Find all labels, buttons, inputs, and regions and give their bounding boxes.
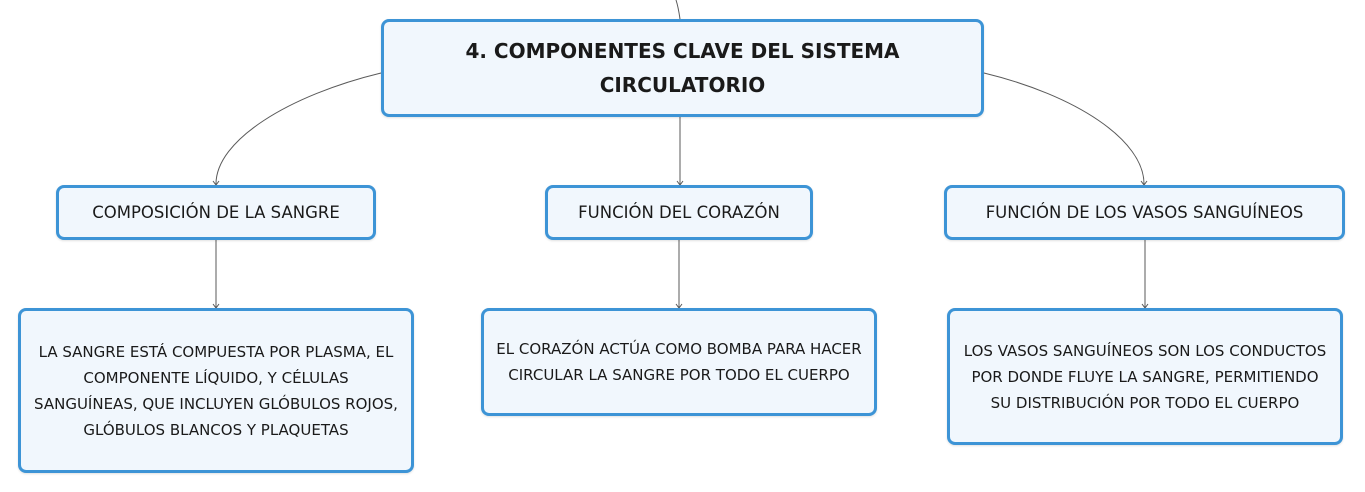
branch-node-funcion-corazon[interactable] bbox=[545, 185, 813, 240]
connector-root-to-branch-1 bbox=[216, 73, 381, 185]
leaf-node-funcion-corazon[interactable] bbox=[481, 308, 877, 416]
root-topic-label: 4. COMPONENTES CLAVE DEL SISTEMA CIRCULATORIO bbox=[465, 39, 900, 97]
branch-node-funcion-vasos[interactable] bbox=[944, 185, 1345, 240]
branch-label-composicion-sangre: COMPOSICIÓN DE LA SANGRE bbox=[92, 202, 340, 222]
connector-root-to-branch-3 bbox=[984, 73, 1144, 185]
leaf-text-funcion-corazon: EL CORAZÓN ACTÚA COMO BOMBA PARA HACER CIRCULAR LA SANGRE POR TODO EL CUERPO bbox=[496, 340, 862, 384]
leaf-node-composicion-sangre[interactable] bbox=[18, 308, 414, 473]
branch-label-funcion-corazon: FUNCIÓN DEL CORAZÓN bbox=[578, 202, 780, 222]
leaf-text-funcion-vasos: LOS VASOS SANGUÍNEOS SON LOS CONDUCTOS POR DONDE FLUYE LA SANGRE, PERMITIENDO SU DISTRIBUCIÓN POR TODO EL CUERPO bbox=[963, 341, 1327, 412]
leaf-node-funcion-vasos[interactable] bbox=[947, 308, 1343, 445]
branch-label-funcion-vasos: FUNCIÓN DE LOS VASOS SANGUÍNEOS bbox=[985, 202, 1304, 222]
leaf-text-composicion-sangre: LA SANGRE ESTÁ COMPUESTA POR PLASMA, EL COMPONENTE LÍQUIDO, Y CÉLULAS SANGUÍNEAS, QUE INCLUYEN GLÓBULOS ROJOS, GLÓBULOS BLANCOS Y PLAQUETAS bbox=[34, 342, 398, 439]
branch-node-composicion-sangre[interactable] bbox=[56, 185, 376, 240]
root-topic-node[interactable] bbox=[381, 19, 984, 117]
connector-parent-to-root bbox=[676, 0, 680, 19]
